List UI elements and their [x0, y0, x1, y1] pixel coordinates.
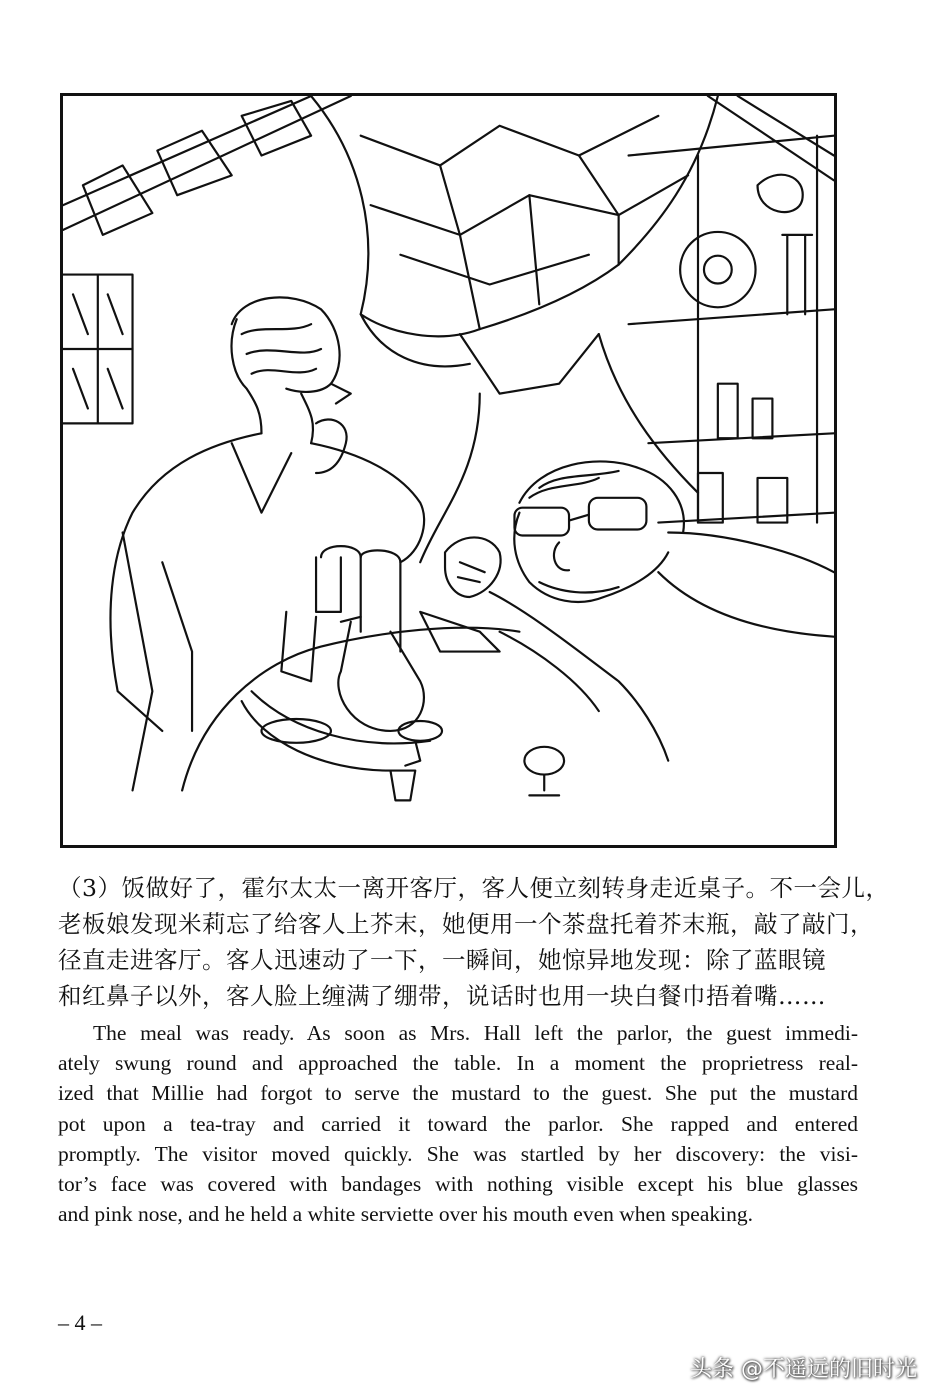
- english-line: ately swung round and approached the table. In a moment the proprietress real-: [58, 1051, 858, 1076]
- english-line: and pink nose, and he held a white serviette over his mouth even when speaking.: [58, 1202, 753, 1227]
- english-line: The meal was ready. As soon as Mrs. Hall left the parlor, the guest immedi-: [93, 1021, 858, 1045]
- chinese-line: （3）饭做好了，霍尔太太一离开客厅，客人便立刻转身走近桌子。不一会儿，: [58, 874, 890, 902]
- table-and-tableware: [182, 546, 564, 800]
- english-line: ized that Millie had forgot to serve the mustard to the guest. She put the mustard: [58, 1081, 858, 1106]
- chinese-paragraph: [58, 870, 890, 1014]
- chinese-line: 老板娘发现米莉忘了给客人上芥末，她便用一个茶盘托着芥末瓶，敲了敲门，: [58, 910, 874, 938]
- chinese-line: 径直走进客厅。客人迅速动了一下，一瞬间，她惊异地发现：除了蓝眼镜: [58, 946, 826, 974]
- english-line: promptly. The visitor moved quickly. She was startled by her discovery: the visi-: [58, 1141, 858, 1166]
- shelves: [629, 136, 834, 523]
- illustration-frame: [60, 93, 837, 848]
- ceiling-beams: [63, 96, 834, 235]
- chinese-line: 和红鼻子以外，客人脸上缠满了绷带，说话时也用一块白餐巾捂着嘴……: [58, 982, 826, 1010]
- hanging-drape: [311, 96, 718, 562]
- visitor-figure: [420, 461, 834, 760]
- sketch-illustration: [63, 96, 834, 845]
- window: [63, 275, 132, 424]
- watermark: 头条 @不遥远的旧时光: [690, 1357, 917, 1382]
- english-line: tor’s face was covered with bandages with nothing visible except his blue glasses: [58, 1172, 858, 1197]
- english-paragraph: [58, 1018, 858, 1229]
- page-number: – 4 –: [58, 1310, 102, 1335]
- english-line: pot upon a tea-tray and carried it toward the parlor. She rapped and entered: [58, 1111, 858, 1136]
- woman-figure: [110, 297, 424, 790]
